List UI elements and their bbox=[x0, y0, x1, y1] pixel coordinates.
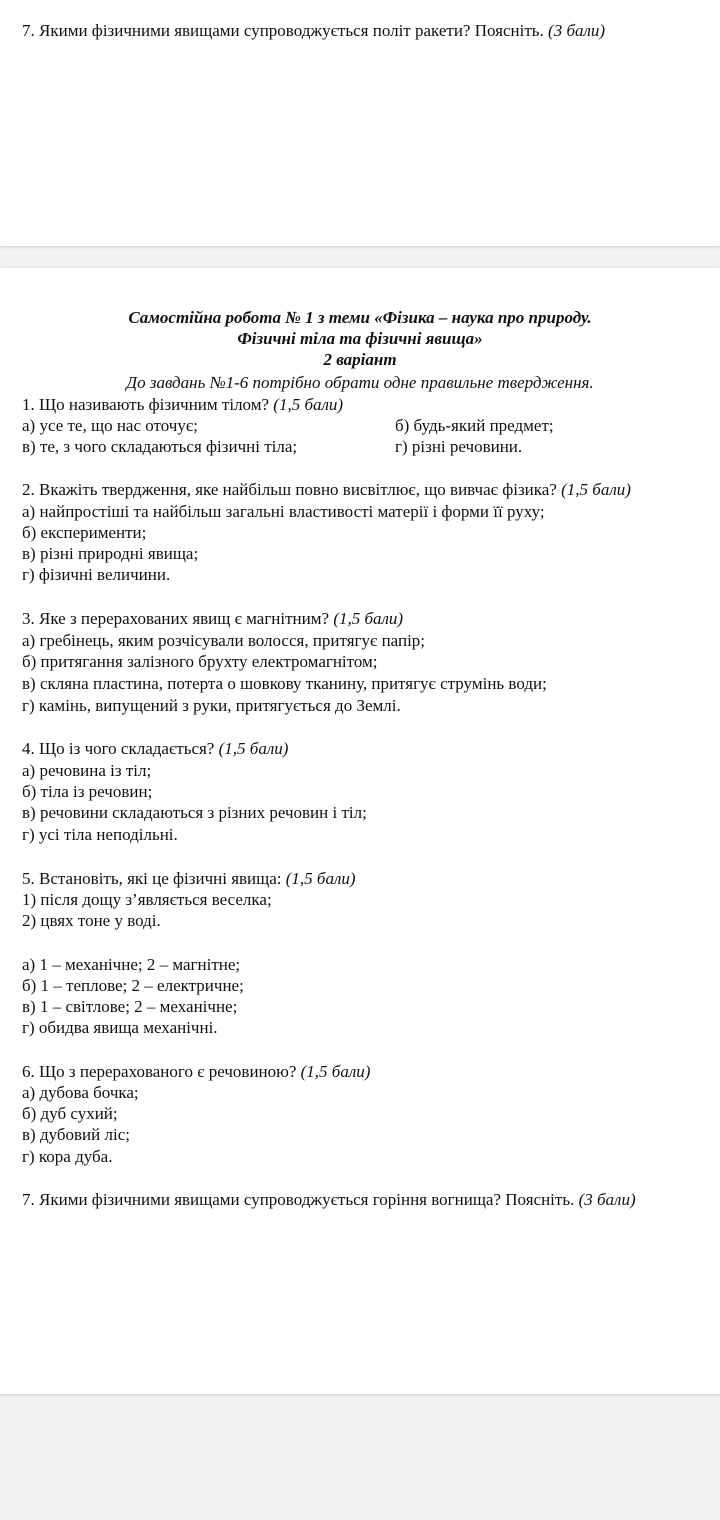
q6-option-a: а) дубова бочка; bbox=[22, 1083, 139, 1102]
q2-option-v: в) різні природні явища; bbox=[22, 544, 199, 563]
question-2: 2. Вкажіть твердження, яке найбільш повно висвітлює, що вивчає фізика? (1,5 бали) bbox=[22, 480, 631, 499]
q5-item-1: 1) після дощу з’являється веселка; bbox=[22, 890, 272, 909]
q1-option-a: а) усе те, що нас оточує; bbox=[22, 416, 198, 435]
q6-option-v: в) дубовий ліс; bbox=[22, 1125, 130, 1144]
question-7: 7. Якими фізичними явищами супроводжується горіння вогнища? Поясніть. (3 бали) bbox=[22, 1190, 636, 1209]
q3-option-v: в) скляна пластина, потерта о шовкову тканину, притягує струмінь води; bbox=[22, 674, 547, 693]
q5-option-a: а) 1 – механічне; 2 – магнітне; bbox=[22, 955, 241, 974]
question-7-top: 7. Якими фізичними явищами супроводжується політ ракети? Поясніть. (3 бали) bbox=[22, 21, 606, 40]
question-3: 3. Яке з перерахованих явищ є магнітним? (1,5 бали) bbox=[22, 609, 404, 628]
q2-option-g: г) фізичні величини. bbox=[22, 565, 171, 584]
q5-option-g: г) обидва явища механічні. bbox=[22, 1018, 218, 1037]
q1-option-v: в) те, з чого складаються фізичні тіла; bbox=[22, 437, 298, 456]
question-1: 1. Що називають фізичним тілом? (1,5 бали) bbox=[22, 395, 344, 414]
document-page-top bbox=[0, 0, 720, 246]
q1-option-b: б) будь-який предмет; bbox=[395, 416, 554, 435]
title-line-1: Самостійна робота № 1 з теми «Фізика – наука про природу. bbox=[128, 308, 592, 327]
q3-option-b: б) притягання залізного брухту електромагнітом; bbox=[22, 652, 378, 671]
instruction: До завдань №1-6 потрібно обрати одне правильне твердження. bbox=[126, 373, 594, 392]
q5-item-2: 2) цвях тоне у воді. bbox=[22, 911, 161, 930]
q5-option-b: б) 1 – теплове; 2 – електричне; bbox=[22, 976, 244, 995]
question-5: 5. Встановіть, які це фізичні явища: (1,5 бали) bbox=[22, 869, 356, 888]
q2-option-b: б) експерименти; bbox=[22, 523, 147, 542]
title-line-2: Фізичні тіла та фізичні явища» bbox=[237, 329, 483, 348]
question-4: 4. Що із чого складається? (1,5 бали) bbox=[22, 739, 289, 758]
question-6: 6. Що з перерахованого є речовиною? (1,5 бали) bbox=[22, 1062, 371, 1081]
q6-option-g: г) кора дуба. bbox=[22, 1147, 113, 1166]
document-page-main bbox=[0, 268, 720, 1394]
q4-option-b: б) тіла із речовин; bbox=[22, 782, 153, 801]
q4-option-a: а) речовина із тіл; bbox=[22, 761, 152, 780]
q3-option-g: г) камінь, випущений з руки, притягується до Землі. bbox=[22, 696, 401, 715]
q1-option-g: г) різні речовини. bbox=[395, 437, 523, 456]
q4-option-g: г) усі тіла неподільні. bbox=[22, 825, 178, 844]
q2-option-a: а) найпростіші та найбільш загальні властивості матерії і форми її руху; bbox=[22, 502, 545, 521]
q3-option-a: а) гребінець, яким розчісували волосся, притягує папір; bbox=[22, 631, 426, 650]
q4-option-v: в) речовини складаються з різних речовин і тіл; bbox=[22, 803, 367, 822]
q5-option-v: в) 1 – світлове; 2 – механічне; bbox=[22, 997, 238, 1016]
q6-option-b: б) дуб сухий; bbox=[22, 1104, 118, 1123]
variant-label: 2 варіант bbox=[323, 350, 397, 369]
